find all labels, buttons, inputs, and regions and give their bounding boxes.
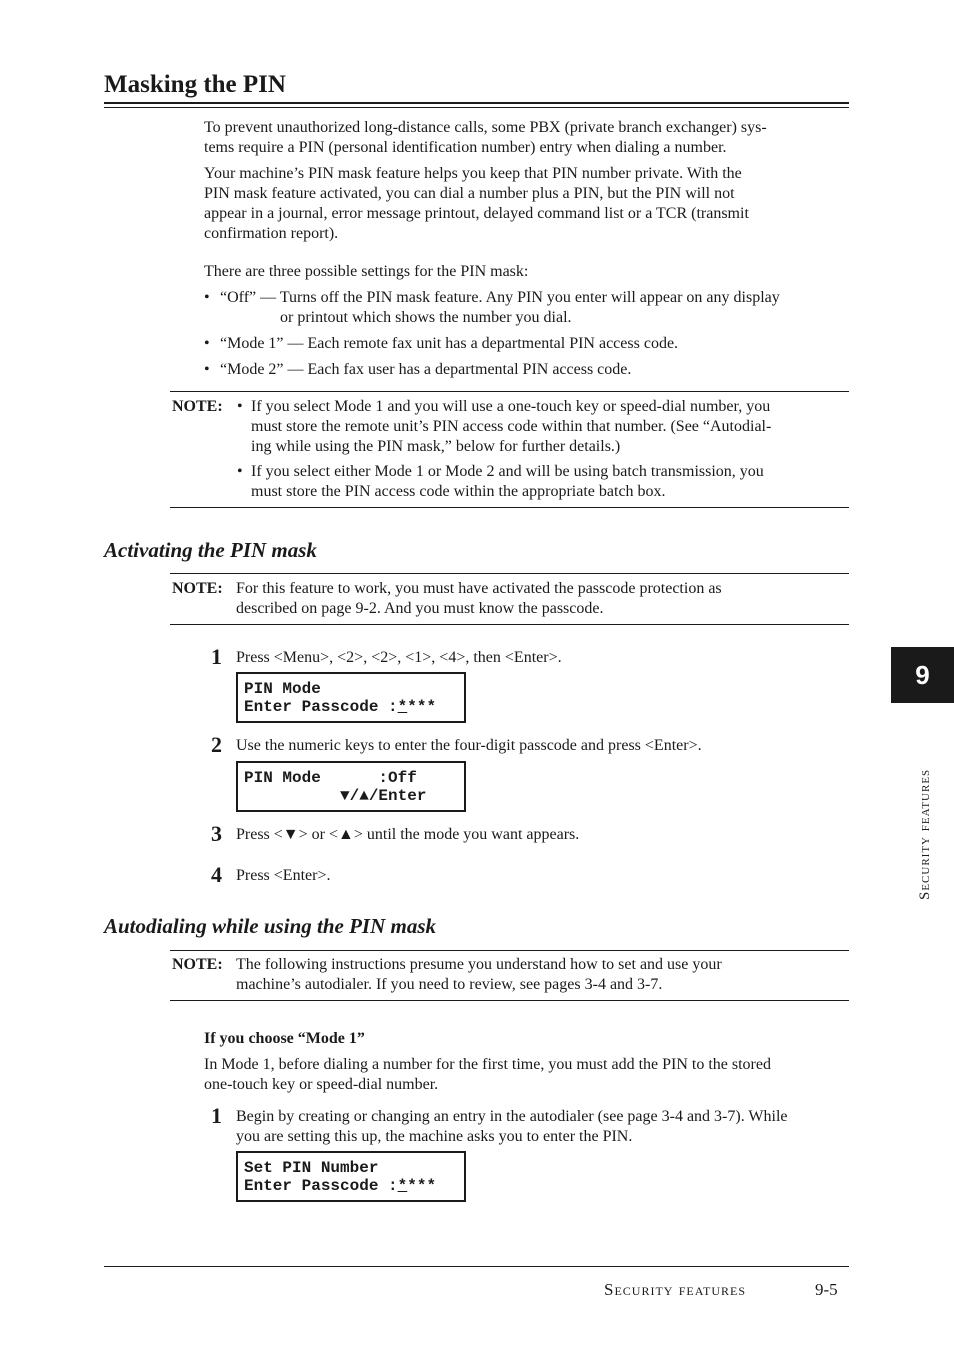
note-label: NOTE: [172, 580, 223, 597]
note-rule-bottom [170, 1000, 849, 1001]
page-title: Masking the PIN [104, 71, 286, 98]
note-rule-top [170, 391, 849, 392]
step-text: Press <Menu>, <2>, <2>, <1>, <4>, then <Enter>. [236, 649, 562, 666]
step-number: 3 [211, 821, 222, 846]
step-text: Use the numeric keys to enter the four-digit passcode and press <Enter>. [236, 737, 702, 754]
note-body: The following instructions presume you understand how to set and use your machine’s autodialer. If you need to review, see pages 3-4 and 3-7. [236, 956, 722, 993]
subheading-mode1: If you choose “Mode 1” [204, 1030, 365, 1047]
footer-rule [104, 1266, 849, 1267]
footer-section: Security features [604, 1280, 747, 1299]
note-item-2: • If you select either Mode 1 or Mode 2 and will be using batch transmission, you must store the PIN access code within the appropriate batch box. [237, 463, 764, 500]
note-body: For this feature to work, you must have activated the passcode protection as described on page 9-2. And you must know the passcode. [236, 580, 722, 617]
note-item-1: • If you select Mode 1 and you will use a one-touch key or speed-dial number, you must store the remote unit’s PIN access code within that number. (See “Autodial- ing while using the PIN mask,” below for further details.) [237, 398, 772, 455]
note-rule-top [170, 950, 849, 951]
lcd-display-mode: PIN Mode :Off ▼/▲/Enter [236, 761, 466, 812]
section-heading-activate: Activating the PIN mask [104, 538, 317, 562]
note-rule-top [170, 573, 849, 574]
intro-paragraph-3: There are three possible settings for the PIN mask: [204, 263, 529, 280]
note-label: NOTE: [172, 398, 223, 415]
intro-paragraph-2: Your machine’s PIN mask feature helps you keep that PIN number private. With the PIN mask feature activated, you can dial a number plus a PIN, but the PIN will not appear in a journal, error message printout, delayed command list or a TCR (transmit confirmation report). [204, 165, 749, 242]
lcd-display-set-pin: Set PIN Number Enter Passcode :**** [236, 1151, 466, 1202]
intro-paragraph-1: To prevent unauthorized long-distance calls, some PBX (private branch exchanger) sys- tems require a PIN (personal identification number) entry when dialing a number. [204, 119, 767, 156]
title-rule [104, 102, 849, 104]
step-number: 1 [211, 644, 222, 669]
step-text: Press <Enter>. [236, 867, 331, 884]
step-text: Press <▼> or <▲> until the mode you want appears. [236, 826, 580, 843]
step-number: 2 [211, 732, 222, 757]
chapter-tab-label: Security features [917, 768, 933, 900]
step-number: 1 [211, 1103, 222, 1128]
step-number: 4 [211, 862, 222, 887]
note-label: NOTE: [172, 956, 223, 973]
step-text: Begin by creating or changing an entry in the autodialer (see page 3-4 and 3-7). While you are setting this up, the machine asks you to enter the PIN. [236, 1108, 788, 1145]
note-rule-bottom [170, 507, 849, 508]
title-rule-thin [104, 107, 849, 108]
footer-page-number: 9-5 [815, 1280, 838, 1299]
note-rule-bottom [170, 624, 849, 625]
lcd-display-passcode: PIN Mode Enter Passcode :**** [236, 672, 466, 723]
chapter-tab: 9 [891, 647, 954, 703]
mode1-paragraph: In Mode 1, before dialing a number for the first time, you must add the PIN to the stored one-touch key or speed-dial number. [204, 1056, 771, 1093]
section-heading-autodial: Autodialing while using the PIN mask [104, 914, 437, 938]
